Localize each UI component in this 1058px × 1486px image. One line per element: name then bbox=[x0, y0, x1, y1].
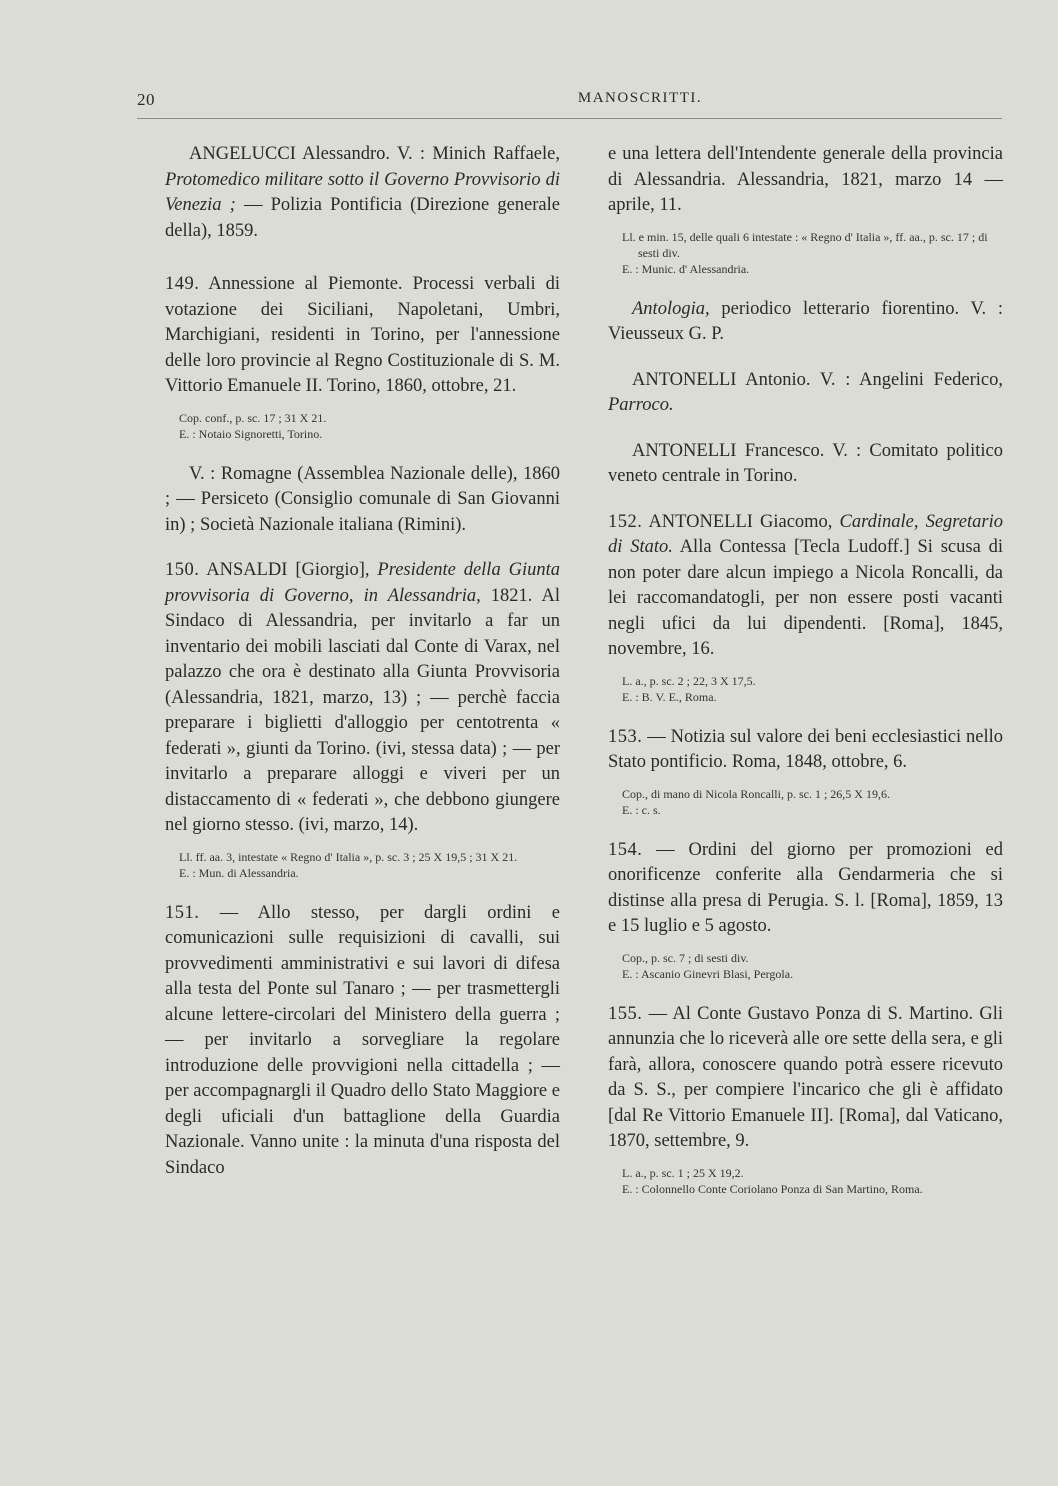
entry-number: 151. bbox=[165, 902, 200, 923]
entry-149-note: Cop. conf., p. sc. 17 ; 31 X 21. E. : Notaio Signoretti, Torino. bbox=[179, 410, 327, 441]
entry-v-romagne: V. : Romagne (Assemblea Nazionale delle), 1860 ; — Persiceto (Consiglio comunale di San Giovanni in) ; Società Nazionale italiana (Rimini). bbox=[165, 463, 560, 535]
entry-number: 152. bbox=[608, 511, 643, 532]
entry-title: Cardinale, Segretario di Stato. bbox=[608, 511, 1003, 557]
entry-153-note: Cop., di mano di Nicola Roncalli, p. sc. 1 ; 26,5 X 19,6. E. : c. s. bbox=[622, 786, 890, 817]
entry-title: Protomedico militare sotto il Governo Provvisorio di Venezia ; bbox=[165, 169, 560, 215]
entry-150-note: Ll. ff. aa. 3, intestate « Regno d' Italia », p. sc. 3 ; 25 X 19,5 ; 31 X 21. E. : Mun. di Alessandria. bbox=[179, 849, 518, 880]
entry-angelucci: ANGELUCCI Alessandro. V. : Minich Raffaele, Protomedico militare sotto il Governo Provvisorio di Venezia ; — Polizia Pontificia (Direzione generale della), 1859. bbox=[165, 144, 560, 241]
entry-title: Antologia, bbox=[632, 298, 710, 319]
entry-name: ANTONELLI bbox=[632, 369, 737, 390]
entry-number: 149. bbox=[165, 274, 200, 294]
entry-antonelli-francesco: ANTONELLI Francesco. V. : Comitato politico veneto centrale in Torino. bbox=[608, 440, 1003, 486]
entry-154: 154. — Ordini del giorno per promozioni ed onorificenze conferite alla Gendarmeria che si distinse alla presa di Perugia. S. l. [Roma], 1859, 13 e 15 luglio e 5 agosto. bbox=[608, 839, 1003, 936]
entry-antonelli-antonio: ANTONELLI Antonio. V. : Angelini Federico, Parroco. bbox=[608, 369, 1003, 415]
entry-152-note: L. a., p. sc. 2 ; 22, 3 X 17,5. E. : B. V. E., Roma. bbox=[622, 673, 756, 704]
entry-number: 154. bbox=[608, 839, 643, 860]
entry-number: 155. bbox=[608, 1003, 643, 1024]
entry-151-continued: e una lettera dell'Intendente generale della provincia di Alessandria. Alessandria, 1821, marzo 14 — aprile, 11. bbox=[608, 144, 1003, 215]
entry-152: 152. ANTONELLI Giacomo, Cardinale, Segretario di Stato. Alla Contessa [Tecla Ludoff.] Si scusa di non poter dare alcun impiego a Nicola Roncalli, da lei raccomandatogli, per non essere posti vacanti negli ufici da lui dipendenti. [Roma], 1845, novembre, 16. bbox=[608, 511, 1004, 659]
entry-number: 150. bbox=[165, 560, 200, 580]
entry-154-note: Cop., p. sc. 7 ; di sesti div. E. : Ascanio Ginevri Blasi, Pergola. bbox=[622, 950, 794, 981]
page-header bbox=[0, 90, 1058, 120]
entry-155: 155. — Al Conte Gustavo Ponza di S. Martino. Gli annunzia che lo riceverà alle ore sette della sera, e gli farà, allora, conoscere quando potrà essere ricevuto da S. S., per compiere l'incarico che gli è affidato [dal Re Vittorio Emanuele II]. [Roma], dal Vaticano, 1870, settembre, 9. bbox=[608, 1003, 1003, 1151]
entry-name: ANTONELLI bbox=[632, 440, 737, 461]
entry-153: 153. — Notizia sul valore dei beni ecclesiastici nello Stato pontificio. Roma, 1848, ottobre, 6. bbox=[608, 726, 1003, 772]
header-rule bbox=[137, 118, 1002, 119]
entry-149: 149. Annessione al Piemonte. Processi verbali di votazione dei Siciliani, Napoletani, Umbri, Marchigiani, residenti in Torino, per l'annessione delle loro provincie al Regno Costituzionale di S. M. Vittorio Emanuele II. Torino, 1860, ottobre, 21. bbox=[165, 274, 560, 396]
entry-name: ANGELUCCI bbox=[189, 144, 296, 164]
right-column bbox=[608, 142, 1003, 1197]
entry-antologia: Antologia, periodico letterario fiorentino. V. : Vieusseux G. P. bbox=[608, 298, 1003, 344]
entry-number: 153. bbox=[608, 726, 643, 747]
entry-151: 151. — Allo stesso, per dargli ordini e comunicazioni sulle requisizioni di cavalli, sui provvedimenti amministrativi e sui lavori di difesa alla testa del Ponte sul Tanaro ; — per trasmettergli alcune lettere-circolari del Ministero della guerra ; — per invitarlo a sorvegliare la regolare introduzione delle provvigioni nella cittadella ; — per accompagnargli il Quadro dello Stato Maggiore e degli uficiali d'un battaglione della Guardia Nazionale. Vanno unite : la minuta d'una risposta del Sindaco bbox=[165, 902, 560, 1178]
entry-title: Parroco. bbox=[608, 395, 674, 415]
page-number: 20 bbox=[137, 90, 155, 109]
entry-150: 150. ANSALDI [Giorgio], Presidente della Giunta provvisoria di Governo, in Alessandria, 1821. Al Sindaco di Alessandria, per invitarlo a far un inventario dei mobili lasciati dal Conte di Varax, nel palazzo che ora è destinato alla Giunta Provvisoria (Alessandria, 1821, marzo, 13) ; — perchè faccia preparare i biglietti d'alloggio per centotrenta « federati », giunti da Torino. (ivi, stessa data) ; — per invitarlo a preparare alloggi e viveri per un distaccamento di « federati », che debbono giungere nel giorno stesso. (ivi, marzo, 14). bbox=[165, 560, 560, 835]
entry-155-note: L. a., p. sc. 1 ; 25 X 19,2. E. : Colonnello Conte Coriolano Ponza di San Martino, Roma. bbox=[622, 1165, 923, 1196]
running-title: MANOSCRITTI. bbox=[577, 90, 703, 106]
entry-title: Presidente della Giunta provvisoria di Governo, in Alessandria, bbox=[165, 560, 560, 606]
left-column bbox=[165, 142, 560, 1181]
entry-151-note: Ll. e min. 15, delle quali 6 intestate : « Regno d' Italia », ff. aa., p. sc. 17 ; di sesti div. E. : Munic. d' Alessandria. bbox=[622, 229, 988, 276]
